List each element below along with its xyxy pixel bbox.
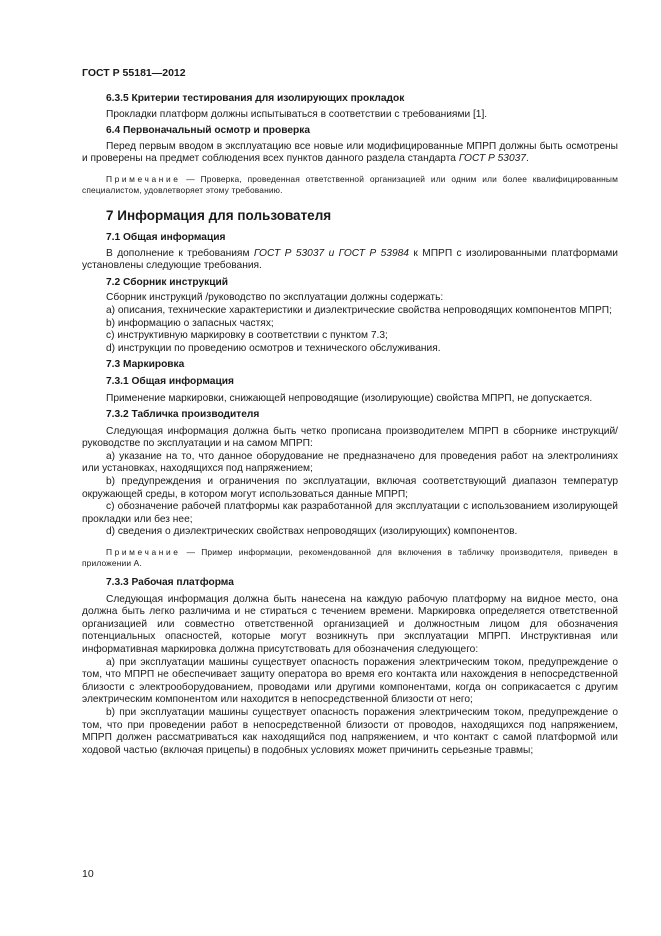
- section-6-3-5-text: Прокладки платформ должны испытываться в соответствии с требованиями [1].: [106, 108, 488, 120]
- standard-reference: ГОСТ Р 53037: [458, 153, 526, 165]
- note-2-text: — Пример информации, рекомендованной для включения в табличку производителя, приведен в приложении А.: [82, 547, 618, 569]
- section-7-1-text-c: к МПРП с изолированными платформами установлены следующие требования.: [82, 247, 618, 272]
- list-item: b) предупреждения и ограничения по эксплуатации, включая соответствующий диапазон температур окружающей среды, в котором могут использоваться данные МПРП;: [82, 476, 618, 500]
- section-7-3-3-intro: Следующая информация должна быть нанесена на каждую рабочую платформу на видное место, она должна быть легко различима и не стираться с течением времени. Маркировка определяется ответственной организацией или совместно ответственной организацией и должностным лицом для обозначения потенциальных опасностей, которые могут возникнуть при эксплуатации МПРП. Инструктивная или информативная маркировка должна присутствовать для обозначения следующего:: [82, 593, 618, 655]
- note-1-text: — Проверка, проведенная ответственной организацией или одним или более квалифицированным специалистом, удовлетворяет этому требованию.: [82, 173, 618, 195]
- note-label: Примечание: [106, 173, 181, 184]
- note-label: Примечание: [106, 547, 181, 558]
- section-7-1-text: [82, 248, 618, 273]
- list-item: а) при эксплуатации машины существует опасность поражения электрическим током, предупреждение о том, что МПРП не обеспечивает защиту оператора во время его контакта или нахождения в непосредственной близости с электрооборудованием, проводами или другими компонентами, когда он соприкасается с другим электрическим компонентом или находится в непосредственной близости от него;: [82, 656, 618, 706]
- page-number: 10: [82, 868, 94, 880]
- section-7-2-heading: 7.2 Сборник инструкций: [106, 276, 229, 288]
- section-7-3-2-intro: Следующая информация должна быть четко прописана производителем МПРП в сборнике инструкций/руководстве по эксплуатации и на самом МПРП:: [82, 425, 618, 450]
- note-2: [82, 547, 618, 569]
- note-1: [82, 174, 618, 196]
- section-7-3-heading: 7.3 Маркировка: [106, 359, 185, 371]
- list-item: c) обозначение рабочей платформы как разработанной для эксплуатации с использованием изолирующей прокладки или без нее;: [82, 501, 618, 525]
- document-header: ГОСТ Р 55181—2012: [82, 67, 186, 79]
- list-item: b) при эксплуатации машины существует опасность поражения электрическим током, предупреждение о том, что при проведении работ в непосредственной близости от проводов, находящихся под напряжением, МПРП должен рассматриваться как находящийся под напряжением, и что контакт с самой платформой или ходовой частью (включая прицепы) в подобных условиях может причинить серьезные травмы;: [82, 706, 618, 756]
- standard-references: ГОСТ Р 53037 и ГОСТ Р 53984: [253, 247, 409, 259]
- section-6-4-text-a: Перед первым вводом в эксплуатацию все новые или модифицированные МПРП должны быть осмотрены и проверены на предмет соблюдения всех пунктов данного раздела стандарта: [82, 140, 618, 165]
- document-body: [82, 93, 618, 757]
- section-7-1-heading: 7.1 Общая информация: [106, 231, 226, 243]
- section-7-3-1-text: Применение маркировки, снижающей непроводящие (изолирующие) свойства МПРП, не допускается.: [106, 392, 593, 404]
- list-item: а) указание на то, что данное оборудование не предназначено для проведения работ на электролиниях или установках, находящихся под напряжением;: [82, 450, 618, 475]
- section-7-3-3-heading: 7.3.3 Рабочая платформа: [106, 577, 234, 589]
- section-6-4-text-c: .: [525, 153, 529, 165]
- list-item: а) описания, технические характеристики и диэлектрические свойства непроводящих компонентов МПРП;: [106, 304, 612, 316]
- section-7-3-1-heading: 7.3.1 Общая информация: [106, 375, 234, 387]
- section-6-4-text: [82, 141, 618, 166]
- list-item: d) сведения о диэлектрических свойствах непроводящих (изолирующих) компонентов.: [106, 526, 518, 538]
- section-7-3-2-heading: 7.3.2 Табличка производителя: [106, 409, 260, 421]
- section-7-2-intro: Сборник инструкций /руководство по эксплуатации должны содержать:: [106, 292, 444, 304]
- section-7-1-text-a: В дополнение к требованиям: [106, 247, 254, 259]
- section-6-3-5-heading: 6.3.5 Критерии тестирования для изолирующих прокладок: [106, 93, 405, 104]
- list-item: c) инструктивную маркировку в соответствии с пунктом 7.3;: [106, 330, 388, 342]
- section-6-4-heading: 6.4 Первоначальный осмотр и проверка: [106, 125, 311, 137]
- section-7-heading: 7 Информация для пользователя: [106, 207, 332, 223]
- list-item: d) инструкции по проведению осмотров и технического обслуживания.: [106, 342, 441, 354]
- list-item: b) информацию о запасных частях;: [106, 317, 274, 329]
